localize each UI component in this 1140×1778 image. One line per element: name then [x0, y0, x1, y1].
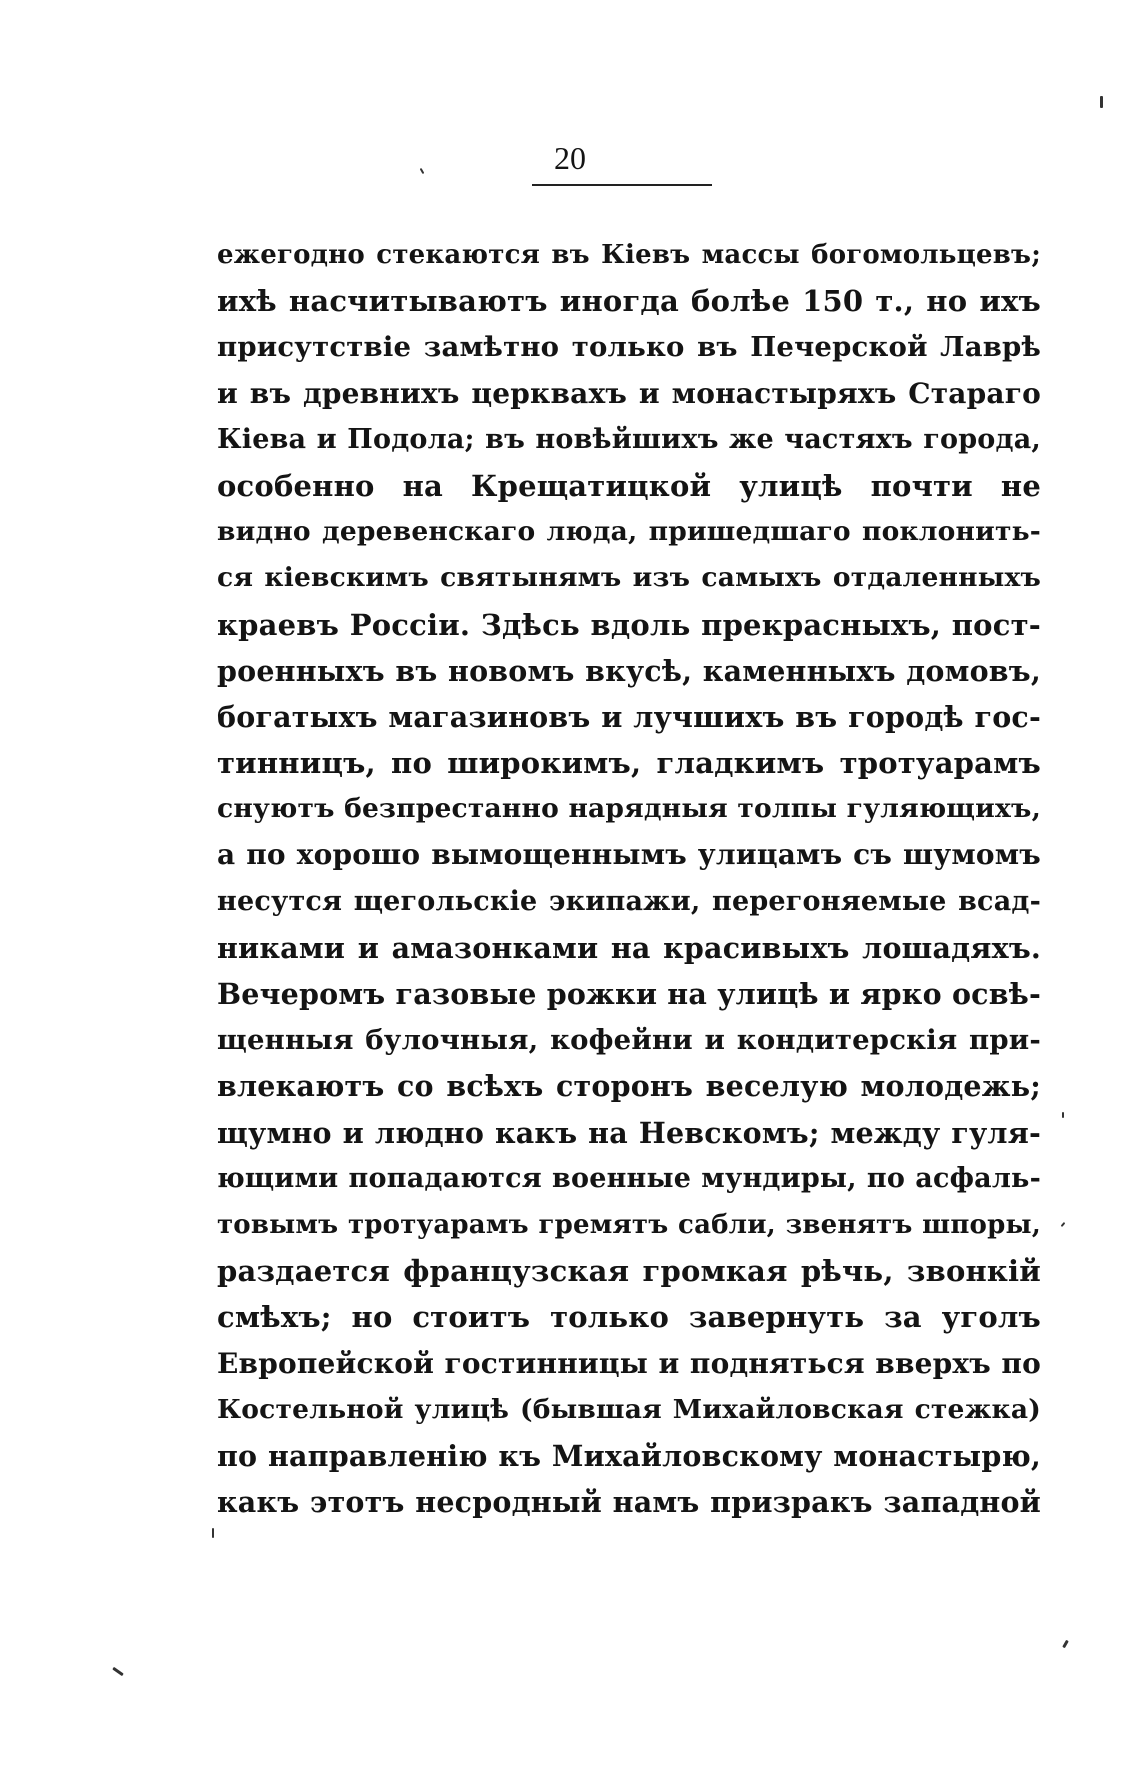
scan-speck: [1062, 1640, 1069, 1648]
page-number: 20: [554, 140, 586, 176]
text-line: щенныя булочныя, кофейни и кондитерскія при-: [217, 1024, 1041, 1057]
text-line: Вечеромъ газовые рожки на улицѣ и ярко освѣ-: [217, 977, 1041, 1011]
text-line: краевъ Россіи. Здѣсь вдоль прекрасныхъ, пост-: [217, 607, 1041, 642]
text-line: тинницъ, по широкимъ, гладкимъ тротуарамъ: [217, 746, 1041, 781]
text-line: видно деревенскаго люда, пришедшаго поклонить-: [217, 516, 1041, 548]
text-line: роенныхъ въ новомъ вкусѣ, каменныхъ домовъ,: [217, 653, 1041, 688]
scan-speck: [1061, 1222, 1066, 1227]
text-line: влекаютъ со всѣхъ сторонъ веселую молодежь;: [217, 1069, 1041, 1104]
text-line: особенно на Крещатицкой улицѣ почти не: [217, 468, 1041, 503]
text-line: богатыхъ магазиновъ и лучшихъ въ городѣ гос-: [217, 699, 1041, 734]
text-line: несутся щегольскіе экипажи, перегоняемые всад-: [217, 885, 1041, 917]
text-line: ся кіевскимъ святынямъ изъ самыхъ отдаленныхъ: [217, 562, 1041, 594]
body-text: [217, 232, 1041, 1525]
text-line: Европейской гостинницы и подняться вверхъ по: [217, 1346, 1041, 1380]
text-line: присутствіе замѣтно только въ Печерской Лаврѣ: [217, 331, 1041, 364]
header-rule: [532, 184, 712, 186]
text-line: ежегодно стекаются въ Кіевъ массы богомольцевъ;: [217, 240, 1041, 270]
text-line: какъ этотъ несродный намъ призракъ западной: [217, 1485, 1041, 1520]
text-line: и въ древнихъ церквахъ и монастыряхъ Стараго: [217, 376, 1041, 410]
text-line: Костельной улицѣ (бывшая Михайловская стежка): [217, 1393, 1041, 1425]
scan-speck: [1062, 1112, 1064, 1118]
scan-speck: [112, 1667, 124, 1676]
text-line: смѣхъ; но стоитъ только завернуть за уголъ: [217, 1300, 1041, 1335]
text-line: никами и амазонками на красивыхъ лошадяхъ.: [217, 930, 1041, 965]
text-line: ющими попадаются военные мундиры, по асфаль-: [217, 1162, 1041, 1194]
scan-speck: [1100, 96, 1103, 108]
text-line: по направленію къ Михайловскому монастырю,: [217, 1438, 1041, 1473]
text-line: ихѣ насчитываютъ иногда болѣе 150 т., но ихъ: [217, 284, 1041, 319]
text-line: снуютъ безпрестанно нарядныя толпы гуляющихъ,: [217, 793, 1041, 825]
text-line: товымъ тротуарамъ гремятъ сабли, звенятъ шпоры,: [217, 1209, 1041, 1240]
text-line: Кіева и Подола; въ новѣйшихъ же частяхъ города,: [217, 423, 1041, 455]
text-line: щумно и людно какъ на Невскомъ; между гуля-: [217, 1115, 1041, 1150]
scan-speck: [212, 1528, 214, 1538]
text-line: раздается французская громкая рѣчь, звонкій: [217, 1254, 1041, 1289]
text-line: а по хорошо вымощеннымъ улицамъ съ шумомъ: [217, 838, 1041, 872]
